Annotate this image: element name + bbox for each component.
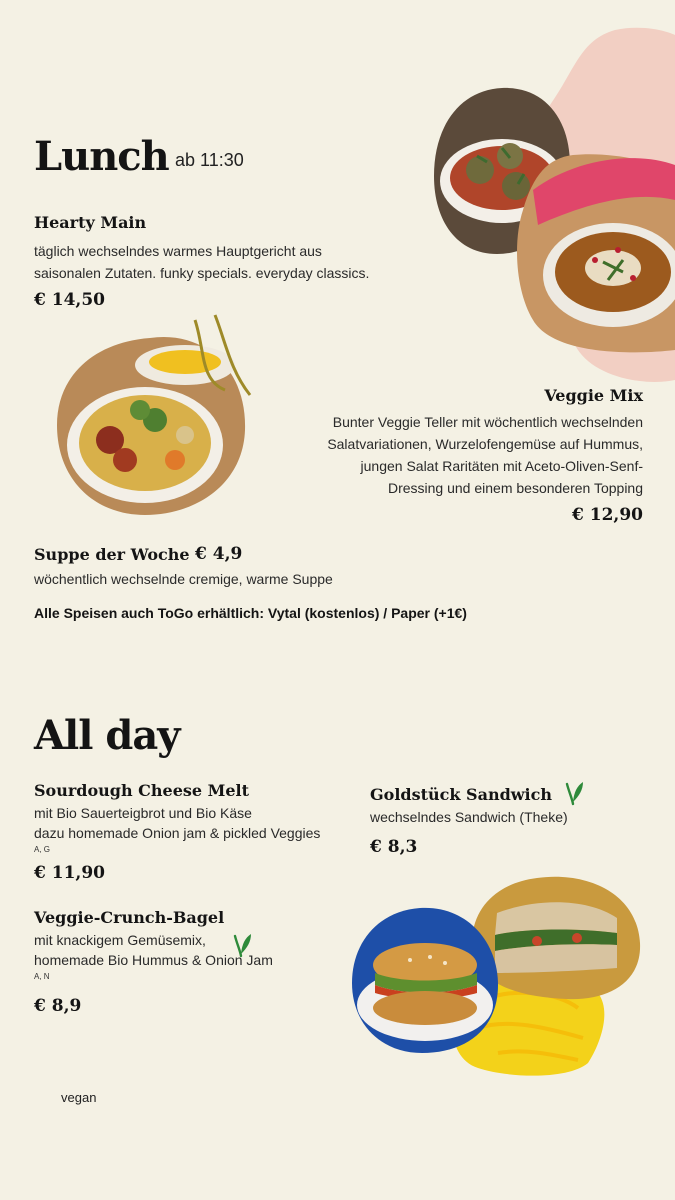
bagel-allergens: A, N [34, 972, 50, 981]
bagel-price: € 8,9 [34, 996, 82, 1016]
goldstueck-name: Goldstück Sandwich [370, 785, 552, 804]
vegan-leaf-icon [563, 780, 585, 806]
hearty-main-price: € 14,50 [34, 290, 105, 310]
desc-line: jungen Salat Raritäten mit Aceto-Oliven-Senf- [360, 458, 643, 474]
desc-line: Bunter Veggie Teller mit wöchentlich wechselnden [332, 414, 643, 430]
sourdough-allergens: A, G [34, 845, 51, 854]
veggie-mix-name: Veggie Mix [544, 386, 643, 405]
veggie-mix-photo [55, 310, 260, 520]
soup-name: Suppe der Woche [34, 545, 190, 564]
goldstueck-price: € 8,3 [370, 837, 418, 857]
lunch-photo-hummus-bowl [513, 150, 675, 355]
sourdough-desc [34, 803, 354, 843]
desc-line: saisonalen Zutaten. funky specials. everyday classics. [34, 265, 370, 281]
desc-line: Dressing und einem besonderen Topping [387, 480, 643, 496]
desc-line: homemade Bio Hummus & Onion Jam [34, 952, 273, 968]
sourdough-price: € 11,90 [34, 863, 105, 883]
bagel-desc [34, 930, 354, 970]
sourdough-name: Sourdough Cheese Melt [34, 781, 250, 800]
hearty-main-desc [34, 240, 414, 284]
veggie-mix-price: € 12,90 [572, 505, 643, 525]
soup-price: € 4,9 [195, 544, 243, 564]
vegan-leaf-icon [231, 932, 253, 958]
lunch-time: ab 11:30 [175, 150, 244, 170]
lunch-title: Lunch [34, 133, 169, 180]
desc-line: mit Bio Sauerteigbrot und Bio Käse [34, 805, 252, 821]
desc-line: Salatvariationen, Wurzelofengemüse auf Hummus, [327, 436, 643, 452]
goldstueck-desc: wechselndes Sandwich (Theke) [370, 809, 568, 825]
veggie-mix-desc [283, 411, 643, 499]
allday-title: All day [34, 712, 180, 759]
bagel-photo [350, 905, 500, 1055]
desc-line: täglich wechselndes warmes Hauptgericht aus [34, 243, 322, 259]
desc-line: dazu homemade Onion jam & pickled Veggies [34, 825, 321, 841]
desc-line: mit knackigem Gemüsemix, [34, 932, 206, 948]
soup-desc: wöchentlich wechselnde cremige, warme Suppe [34, 571, 333, 587]
bagel-name: Veggie-Crunch-Bagel [34, 908, 225, 927]
vegan-legend-label: vegan [61, 1090, 97, 1105]
togo-note: Alle Speisen auch ToGo erhältlich: Vytal (kostenlos) / Paper (+1€) [34, 605, 467, 621]
hearty-main-name: Hearty Main [34, 213, 147, 232]
